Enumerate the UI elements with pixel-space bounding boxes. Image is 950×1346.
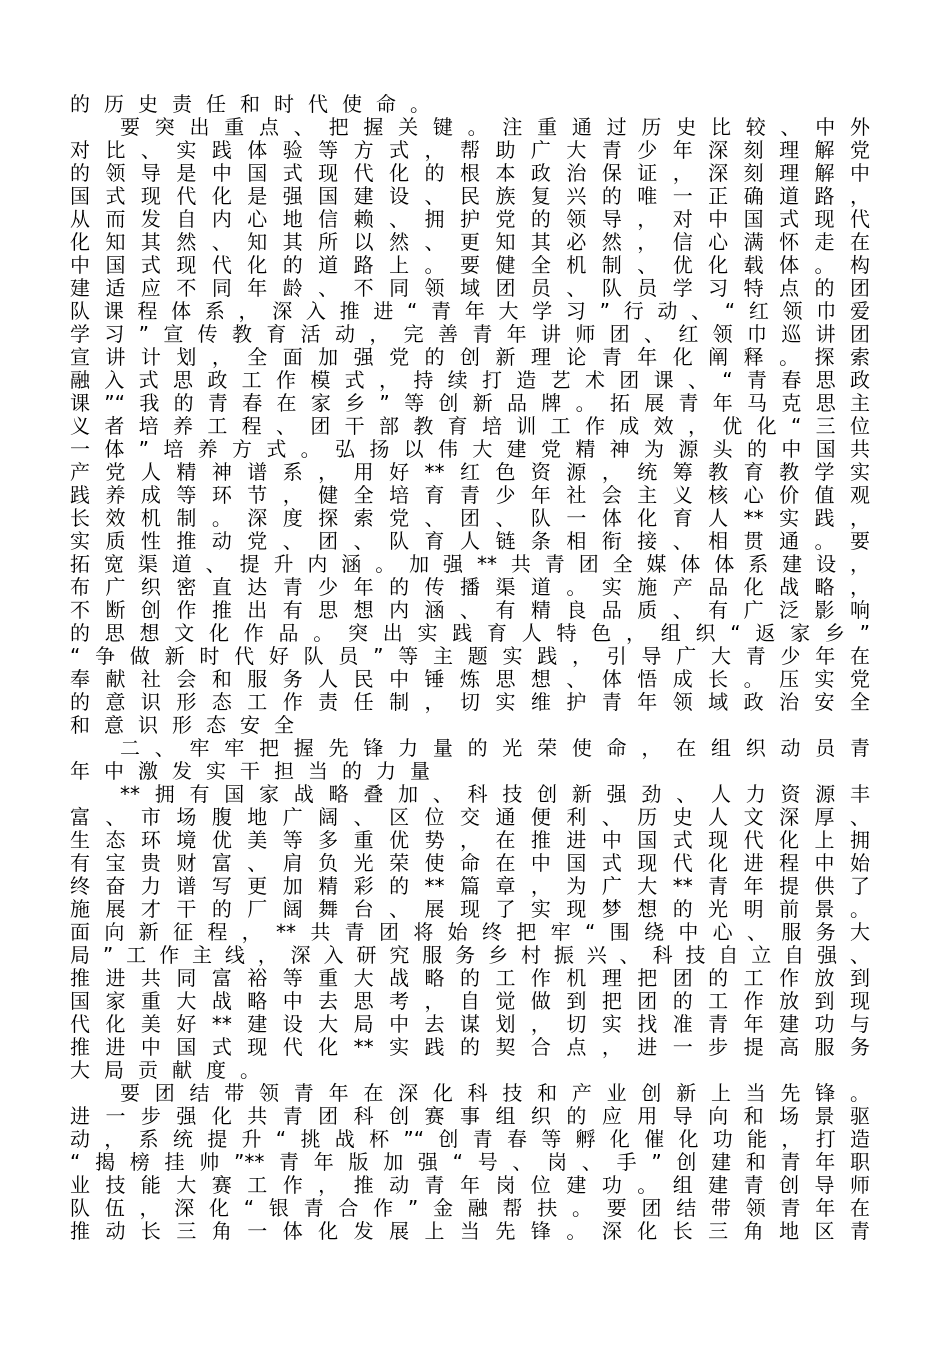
body-text	[70, 93, 870, 1243]
text-line: 拓宽渠道、提升内涵。加强**共青团全媒体体系建设，	[70, 553, 870, 576]
text-line: 中国式现代化的道路上。要健全机制、优化载体。构	[70, 254, 870, 277]
text-line: 长效机制。深度探索党、团、队一体化育人**实践，	[70, 507, 870, 530]
text-line: 奉献社会和服务人民中锤炼思想、体悟成长。压实党	[70, 668, 870, 691]
text-line: **拥有国家战略叠加、科技创新强劲、人力资源丰	[120, 783, 870, 806]
text-line: 队伍，深化“银青合作”金融帮扶。要团结带领青年在	[70, 1197, 870, 1220]
text-line: 推进共同富裕等重大战略的工作机理把团的工作放到	[70, 967, 870, 990]
text-line: “争做新时代好队员”等主题实践，引导广大青少年在	[70, 645, 870, 668]
text-line: 推动长三角一体化发展上当先锋。深化长三角地区青	[70, 1220, 870, 1243]
text-line: 要团结带领青年在深化科技和产业创新上当先锋。	[120, 1082, 870, 1105]
text-line: 进一步强化共青团科创赛事组织的应用导向和场景驱	[70, 1105, 870, 1128]
text-line: 和意识形态安全	[70, 714, 308, 737]
text-line: 推进中国式现代化**实践的契合点，进一步提高服务	[70, 1036, 870, 1059]
text-line: 对比、实践体验等方式，帮助广大青少年深刻理解党	[70, 139, 870, 162]
text-line: 宣讲计划，全面加强党的创新理论青年化阐释。探索	[70, 346, 870, 369]
text-line: 融入式思政工作模式，持续打造艺术团课、“青春思政	[70, 369, 870, 392]
text-line: 不断创作推出有思想内涵、有精良品质、有广泛影响	[70, 599, 870, 622]
text-line: 义者培养工程、团干部教育培训工作成效，优化“三位	[70, 415, 870, 438]
text-line: 二、牢牢把握先锋力量的光荣使命，在组织动员青	[120, 737, 870, 760]
text-line: 面向新征程，**共青团将始终把牢“围绕中心、服务大	[70, 921, 870, 944]
text-line: 国家重大战略中去思考，自觉做到把团的工作放到现	[70, 990, 870, 1013]
text-line: “揭榜挂帅”**青年版加强“号、岗、手”创建和青年职	[70, 1151, 870, 1174]
text-line: 学习”宣传教育活动，完善青年讲师团、红领巾巡讲团	[70, 323, 870, 346]
text-line: 的思想文化作品。突出实践育人特色，组织“返家乡”	[70, 622, 870, 645]
text-line: 有宝贵财富、肩负光荣使命在中国式现代化进程中始	[70, 852, 870, 875]
text-line: 富、市场腹地广阔、区位交通便利、历史人文深厚、	[70, 806, 870, 829]
text-line: 的历史责任和时代使命。	[70, 93, 444, 116]
text-line: 代化美好**建设大局中去谋划，切实找准青年建功与	[70, 1013, 870, 1036]
text-line: 国式现代化是强国建设、民族复兴的唯一正确道路，	[70, 185, 870, 208]
text-line: 实质性推动党、团、队育人链条相衔接、相贯通。要	[70, 530, 870, 553]
text-line: 一体”培养方式。弘扬以伟大建党精神为源头的中国共	[70, 438, 870, 461]
text-line: 的意识形态工作责任制，切实维护青年领域政治安全	[70, 691, 870, 714]
text-line: 队课程体系，深入推进“青年大学习”行动、“红领巾爱	[70, 300, 870, 323]
text-line: 业技能大赛工作，推动青年岗位建功。组建青创导师	[70, 1174, 870, 1197]
text-line: 课”“我的青春在家乡”等创新品牌。拓展青年马克思主	[70, 392, 870, 415]
text-line: 从而发自内心地信赖、拥护党的领导，对中国式现代	[70, 208, 870, 231]
text-line: 大局贡献度。	[70, 1059, 274, 1082]
text-line: 布广织密直达青少年的传播渠道。实施产品化战略，	[70, 576, 870, 599]
text-line: 生态环境优美等多重优势，在推进中国式现代化上拥	[70, 829, 870, 852]
text-line: 局”工作主线，深入研究服务乡村振兴、科技自立自强、	[70, 944, 870, 967]
text-line: 动，系统提升“挑战杯”“创青春等孵化催化功能，打造	[70, 1128, 870, 1151]
text-line: 终奋力谱写更加精彩的**篇章，为广大**青年提供了	[70, 875, 870, 898]
text-line: 产党人精神谱系，用好**红色资源，统筹教育教学实	[70, 461, 870, 484]
text-line: 建适应不同年龄、不同领域团员、队员学习特点的团	[70, 277, 870, 300]
text-line: 的领导是中国式现代化的根本政治保证，深刻理解中	[70, 162, 870, 185]
text-line: 施展才干的厂阔舞台、展现了实现梦想的光明前景。	[70, 898, 870, 921]
text-line: 践养成等环节，健全培育青少年社会主义核心价值观	[70, 484, 870, 507]
text-line: 年中激发实干担当的力量	[70, 760, 444, 783]
text-line: 化知其然、知其所以然、更知其必然，信心满怀走在	[70, 231, 870, 254]
text-line: 要突出重点、把握关键。注重通过历史比较、中外	[120, 116, 870, 139]
